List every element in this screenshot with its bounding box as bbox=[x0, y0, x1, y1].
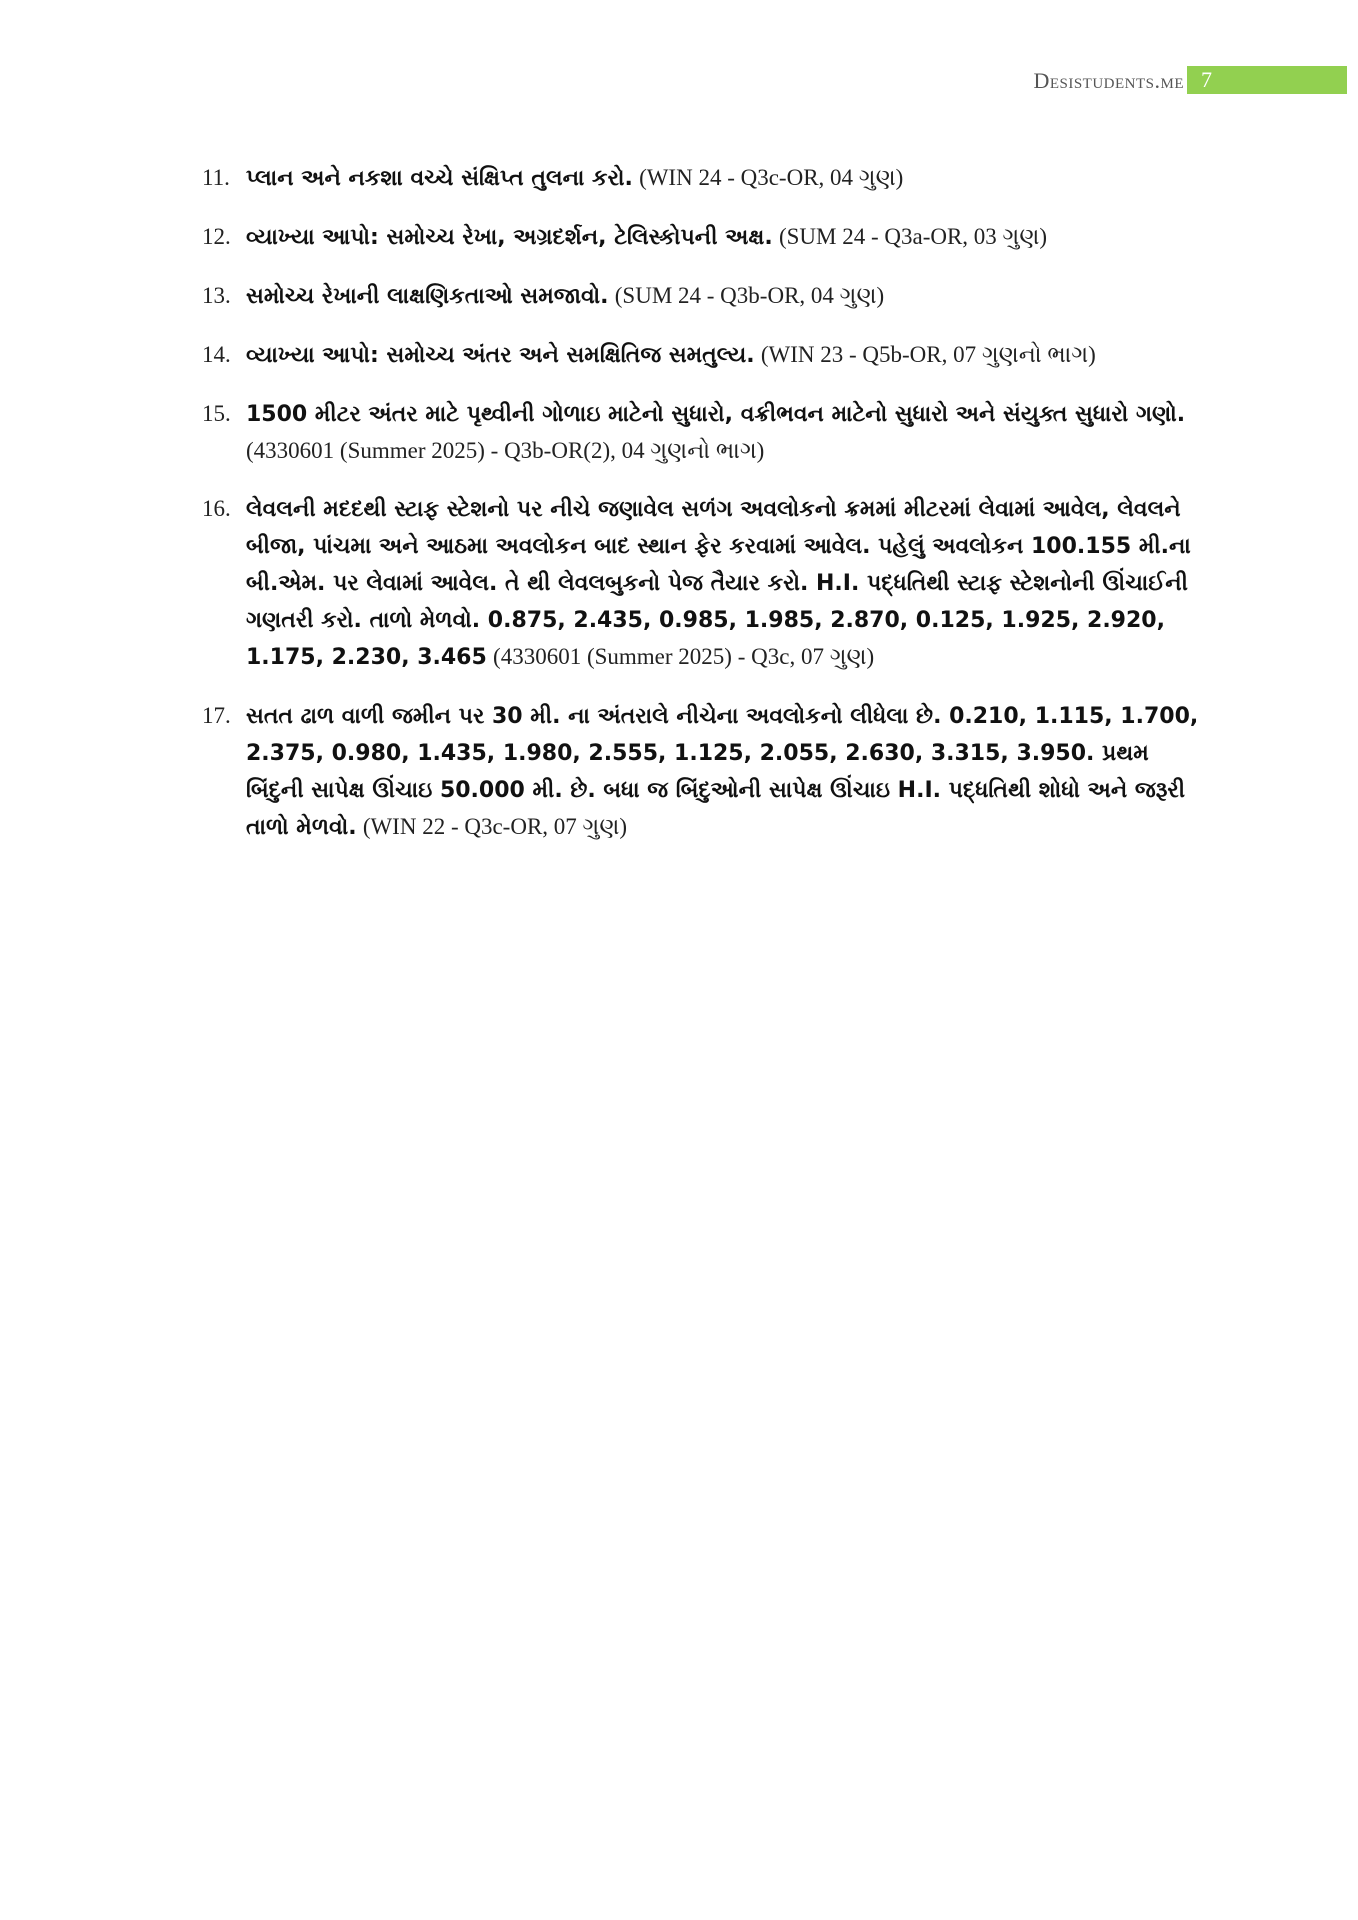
question-reference: (WIN 23 - Q5b-OR, 07 ગુણનો ભાગ) bbox=[760, 342, 1096, 367]
question-item bbox=[202, 278, 1202, 315]
question-text: વ્યાખ્યા આપો: સમોચ્ચ અંતર અને સમક્ષિતિજ સમતુલ્ય. bbox=[246, 343, 755, 368]
question-text: સમોચ્ચ રેખાની લાક્ષણિકતાઓ સમજાવો. bbox=[246, 284, 609, 309]
question-item bbox=[202, 160, 1202, 197]
question-body bbox=[246, 278, 1202, 315]
question-body bbox=[246, 396, 1202, 469]
question-list bbox=[202, 160, 1202, 868]
question-number: 13. bbox=[202, 283, 231, 308]
site-name: Desistudents.me bbox=[1033, 68, 1184, 93]
page-number-badge: 7 bbox=[1187, 66, 1347, 94]
question-body bbox=[246, 337, 1202, 374]
question-body bbox=[246, 219, 1202, 256]
question-text: લેવલની મદદથી સ્ટાફ સ્ટેશનો પર નીચે જણાવેલ સળંગ અવલોકનો ક્રમમાં મીટરમાં લેવામાં આવેલ, લેવલને બીજા, પાંચમા અને આઠમા અવલોકન બાદ સ્થાન ફેર કરવામાં આવેલ. પહેલું અવલોકન 100.155 મી.ના બી.એમ. પર લેવામાં આવેલ. તે થી લેવલબુકનો પેજ તૈયાર કરો. H.I. પદ્ધતિથી સ્ટાફ સ્ટેશનોની ઊંચાઈની ગણતરી કરો. તાળો મેળવો. 0.875, 2.435, 0.985, 1.985, 2.870, 0.125, 1.925, 2.920, 1.175, 2.230, 3.465 bbox=[246, 497, 1191, 670]
question-item bbox=[202, 396, 1202, 469]
question-text: સતત ઢાળ વાળી જમીન પર 30 મી. ના અંતરાલે નીચેના અવલોકનો લીધેલા છે. 0.210, 1.115, 1.700, 2.375, 0.980, 1.435, 1.980, 2.555, 1.125, 2.055, 2.630, 3.315, 3.950. પ્રથમ બિંદુની સાપેક્ષ ઊંચાઇ 50.000 મી. છે. બધા જ બિંદુઓની સાપેક્ષ ઊંચાઇ H.I. પદ્ધતિથી શોધો અને જરૂરી તાળો મેળવો. bbox=[246, 704, 1199, 840]
question-item bbox=[202, 698, 1202, 846]
question-reference: (4330601 (Summer 2025) - Q3c, 07 ગુણ) bbox=[493, 644, 875, 669]
question-number: 15. bbox=[202, 401, 231, 426]
question-number: 17. bbox=[202, 703, 231, 728]
question-item bbox=[202, 219, 1202, 256]
question-reference: (WIN 24 - Q3c-OR, 04 ગુણ) bbox=[639, 165, 904, 190]
question-text: પ્લાન અને નકશા વચ્ચે સંક્ષિપ્ત તુલના કરો. bbox=[246, 166, 633, 191]
question-body bbox=[246, 698, 1202, 846]
question-number: 16. bbox=[202, 496, 231, 521]
question-text: વ્યાખ્યા આપો: સમોચ્ચ રેખા, અગ્રદર્શન, ટેલિસ્કોપની અક્ષ. bbox=[246, 225, 773, 250]
question-body bbox=[246, 491, 1202, 676]
question-reference: (SUM 24 - Q3b-OR, 04 ગુણ) bbox=[614, 283, 885, 308]
question-number: 11. bbox=[202, 165, 230, 190]
question-item bbox=[202, 337, 1202, 374]
question-text: 1500 મીટર અંતર માટે પૃથ્વીની ગોળાઇ માટેનો સુધારો, વક્રીભવન માટેનો સુધારો અને સંયુક્ત સુધારો ગણો. bbox=[246, 402, 1186, 427]
question-reference: (SUM 24 - Q3a-OR, 03 ગુણ) bbox=[778, 224, 1048, 249]
question-item bbox=[202, 491, 1202, 676]
question-number: 14. bbox=[202, 342, 231, 367]
question-reference: (4330601 (Summer 2025) - Q3b-OR(2), 04 ગુણનો ભાગ) bbox=[246, 438, 765, 463]
page-header bbox=[0, 66, 1358, 96]
question-number: 12. bbox=[202, 224, 231, 249]
question-body bbox=[246, 160, 1202, 197]
question-reference: (WIN 22 - Q3c-OR, 07 ગુણ) bbox=[362, 814, 628, 839]
